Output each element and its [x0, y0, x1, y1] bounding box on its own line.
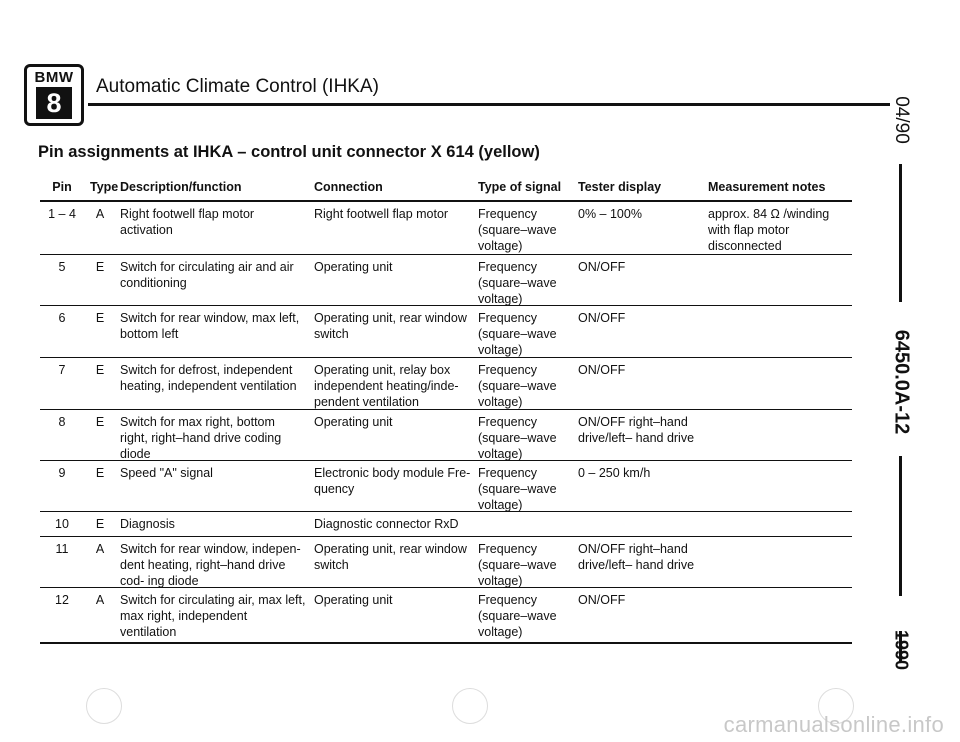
row-pin: 10 [55, 517, 69, 531]
row-signal: Frequency (square–wave voltage) [478, 466, 557, 512]
row-signal: Frequency (square–wave voltage) [478, 542, 557, 588]
row-tester: 0% – 100% [578, 207, 642, 221]
row-connection: Right footwell flap motor [314, 207, 449, 221]
row-description: Switch for rear window, indepen- dent heating, right–hand drive cod- ing diode [120, 542, 301, 588]
row-description: Switch for circulating air, max left, max right, independent ventilation [120, 593, 306, 639]
page-title: Automatic Climate Control (IHKA) [96, 76, 379, 97]
row-pin: 12 [55, 593, 69, 607]
row-pin: 8 [58, 415, 66, 429]
header-description: Description/function [120, 180, 242, 194]
table-row [40, 512, 852, 537]
side-margin [866, 86, 936, 686]
row-pin: 6 [58, 311, 66, 325]
row-signal: Frequency (square–wave voltage) [478, 260, 557, 306]
row-notes: approx. 84 Ω /winding with flap motor disconnected [708, 207, 830, 253]
table-row [40, 255, 852, 306]
table-row [40, 202, 852, 255]
row-connection: Operating unit, rear window switch [314, 542, 467, 572]
row-connection: Electronic body module Fre- quency [314, 466, 471, 496]
logo-number: 8 [36, 87, 72, 119]
row-signal: Frequency (square–wave voltage) [478, 593, 557, 639]
header-tester: Tester display [578, 180, 662, 194]
watermark: carmanualsonline.info [723, 712, 944, 737]
row-type: E [95, 415, 105, 429]
punch-mark [452, 688, 488, 724]
header-signal: Type of signal [478, 180, 562, 194]
row-tester: ON/OFF [578, 593, 626, 607]
header-rule [88, 103, 890, 106]
row-tester: ON/OFF [578, 260, 626, 274]
header-connection: Connection [314, 180, 383, 194]
row-type: E [95, 517, 105, 531]
row-type: E [95, 363, 105, 377]
row-pin: 7 [58, 363, 66, 377]
header-pin: Pin [52, 180, 72, 194]
row-pin: 9 [58, 466, 66, 480]
section-title: Pin assignments at IHKA – control unit connector X 614 (yellow) [38, 143, 540, 161]
table-row [40, 588, 852, 644]
row-type: E [95, 466, 105, 480]
row-description: Switch for circulating air and air conditioning [120, 260, 294, 290]
row-description: Speed "A" signal [120, 466, 213, 480]
table-header [40, 176, 852, 202]
table-row [40, 461, 852, 512]
punch-mark [86, 688, 122, 724]
table-row [40, 306, 852, 358]
row-type: A [95, 207, 105, 221]
row-type: E [95, 260, 105, 274]
logo-text: BMW [34, 69, 74, 86]
row-description: Right footwell flap motor activation [120, 207, 255, 237]
side-year: 1990 [891, 629, 912, 671]
row-connection: Operating unit [314, 593, 393, 607]
bmw-logo [24, 64, 84, 126]
row-signal: Frequency (square–wave voltage) [478, 207, 557, 253]
row-signal: Frequency (square–wave voltage) [478, 311, 557, 357]
row-signal: Frequency (square–wave voltage) [478, 415, 557, 461]
side-date: 04/90 [891, 96, 912, 144]
pin-assignment-table [40, 176, 852, 644]
side-rule [899, 456, 902, 596]
table-row [40, 358, 852, 410]
row-pin: 5 [58, 260, 66, 274]
row-tester: ON/OFF right–hand drive/left– hand drive [578, 415, 695, 445]
row-type: A [95, 593, 105, 607]
row-type: A [95, 542, 105, 556]
row-connection: Operating unit, relay box independent heating/inde- pendent ventilation [314, 363, 459, 409]
row-tester: ON/OFF [578, 363, 626, 377]
row-connection: Operating unit, rear window switch [314, 311, 467, 341]
row-type: E [95, 311, 105, 325]
row-description: Diagnosis [120, 517, 175, 531]
row-signal: Frequency (square–wave voltage) [478, 363, 557, 409]
row-tester: 0 – 250 km/h [578, 466, 651, 480]
row-connection: Operating unit [314, 415, 393, 429]
table-row [40, 410, 852, 461]
row-tester: ON/OFF [578, 311, 626, 325]
row-pin: 11 [55, 542, 69, 556]
side-page-code: 6450.0A-12 [890, 329, 913, 435]
row-description: Switch for rear window, max left, bottom left [120, 311, 300, 341]
row-description: Switch for defrost, independent heating, independent ventilation [120, 363, 297, 393]
row-tester: ON/OFF right–hand drive/left– hand drive [578, 542, 695, 572]
header-type: Type [90, 180, 119, 194]
row-pin: 1 – 4 [48, 207, 76, 221]
row-connection: Operating unit [314, 260, 393, 274]
row-connection: Diagnostic connector RxD [314, 517, 459, 531]
side-rule [899, 164, 902, 302]
row-description: Switch for max right, bottom right, right–hand drive coding diode [120, 415, 282, 461]
header-notes: Measurement notes [708, 180, 826, 194]
table-row [40, 537, 852, 588]
